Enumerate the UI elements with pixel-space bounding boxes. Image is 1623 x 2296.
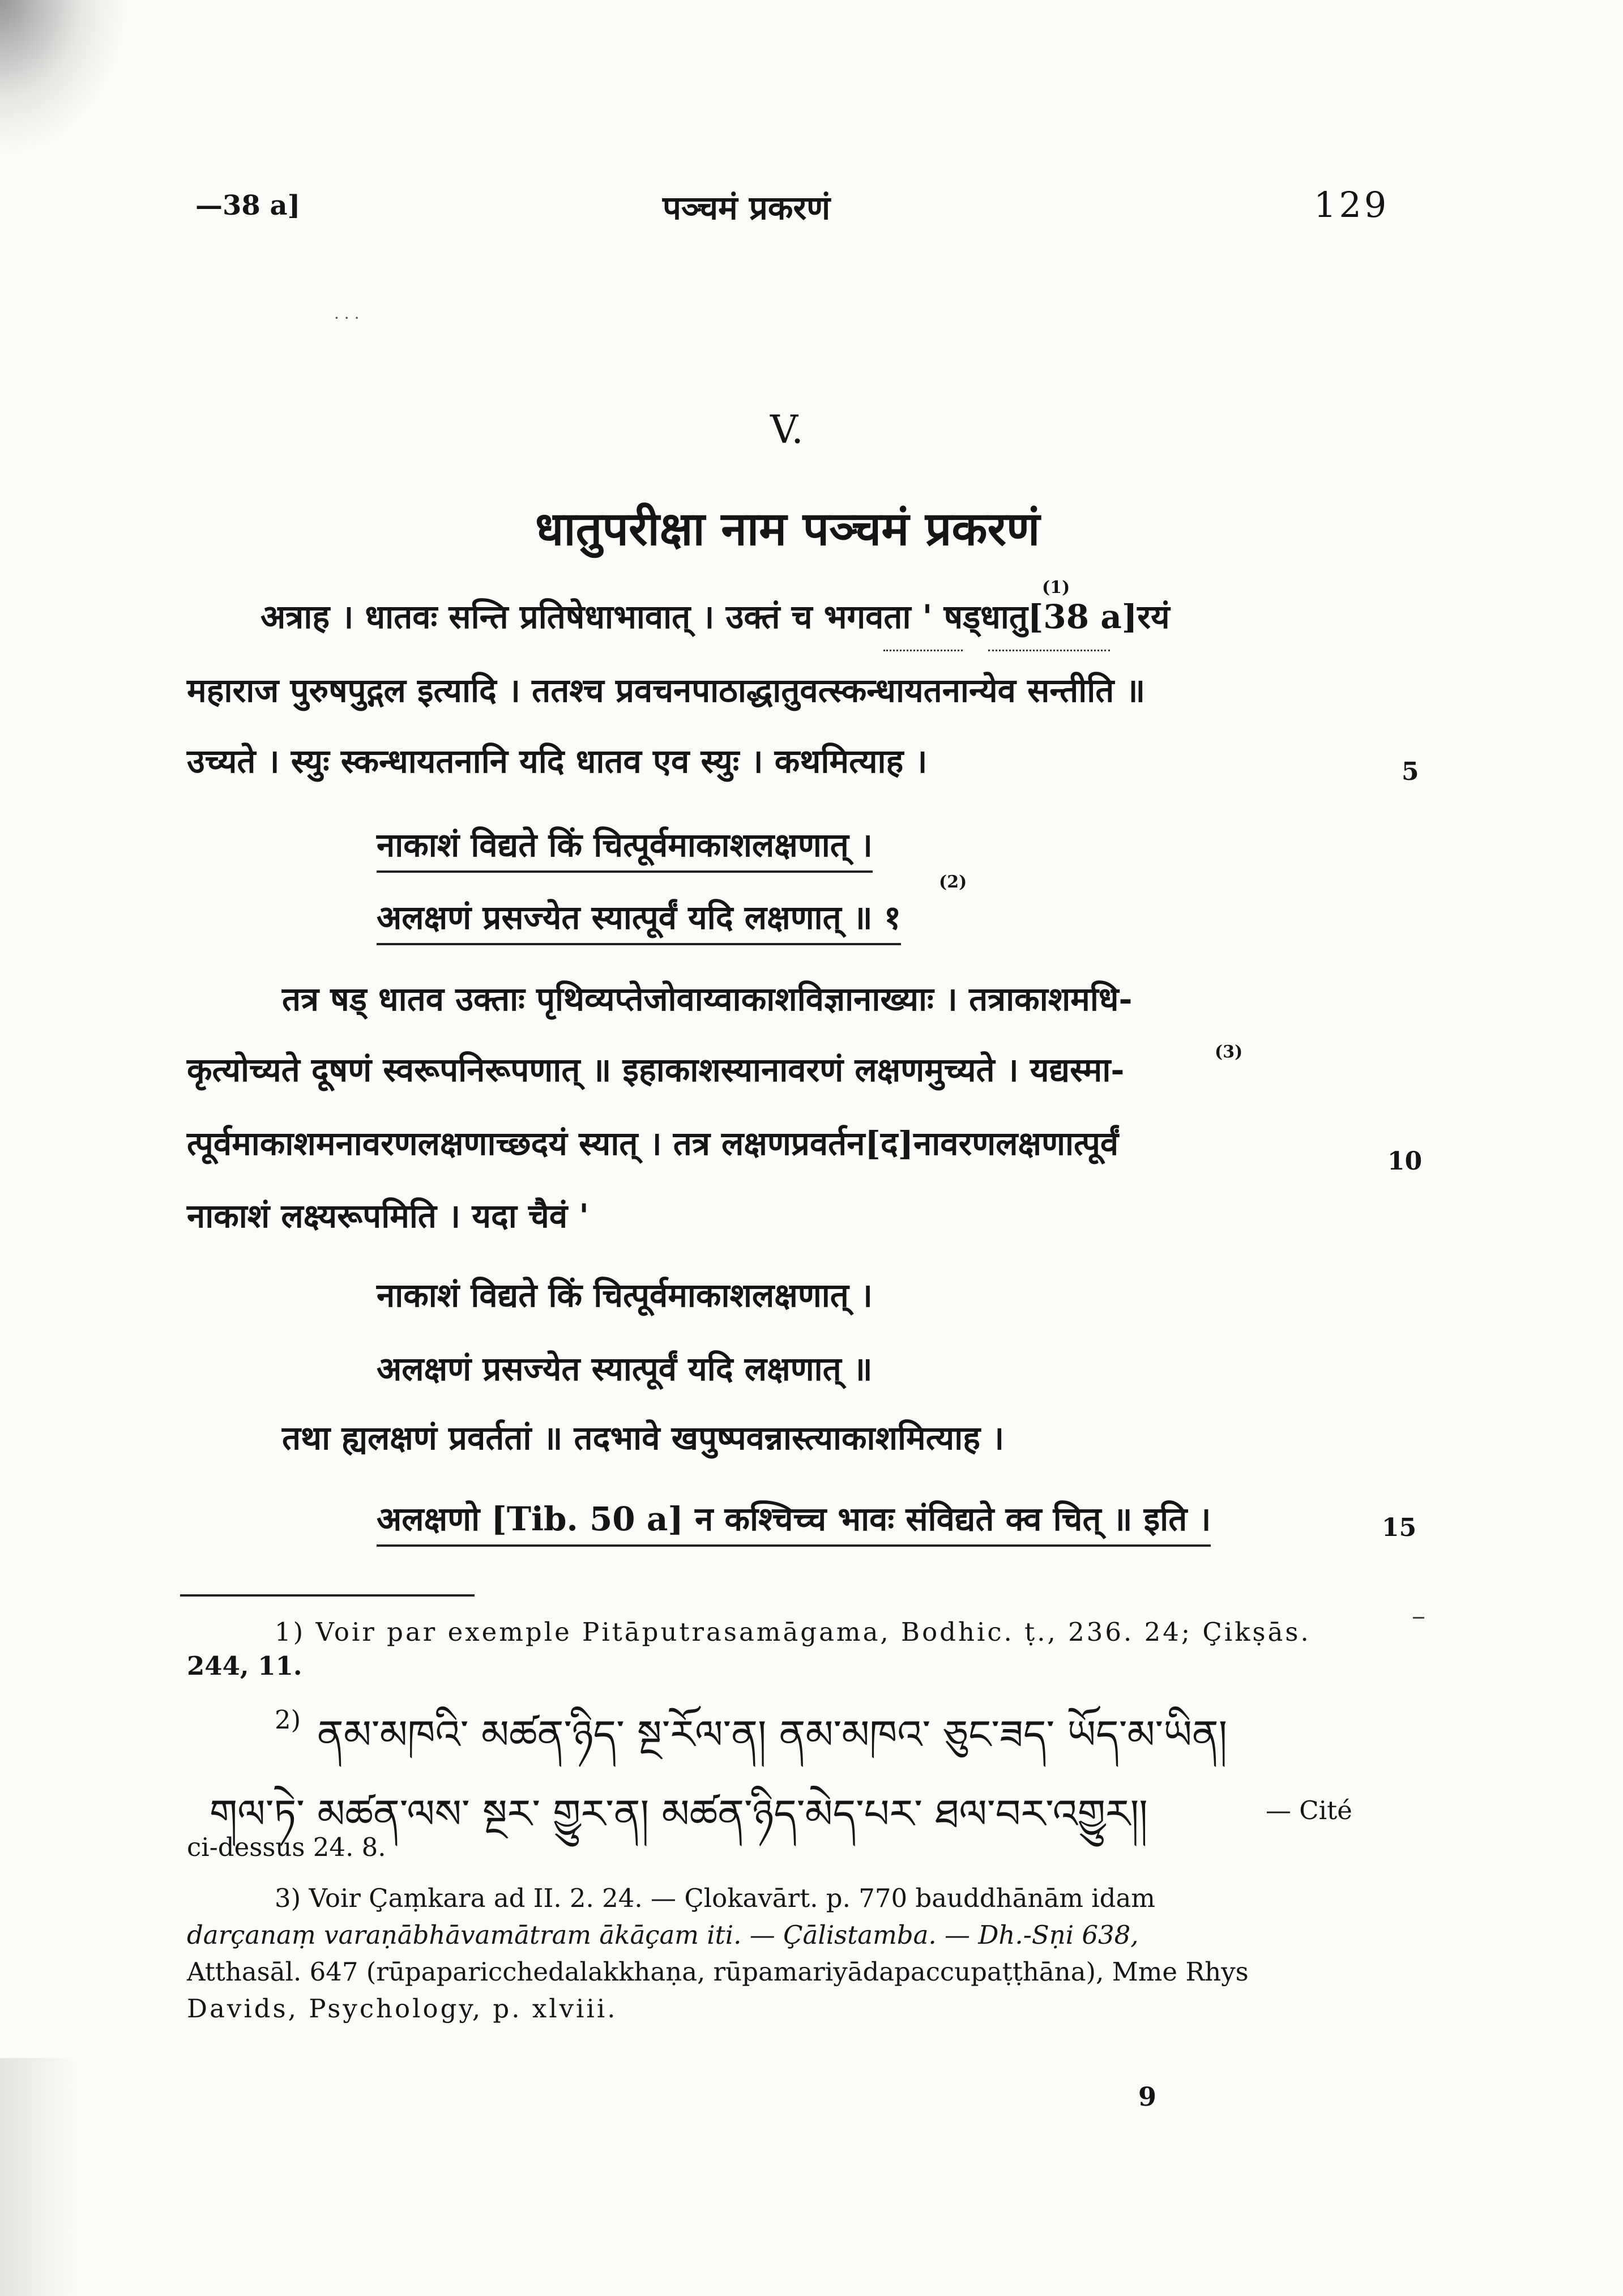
body-line-12: तथा ह्यलक्षणं प्रवर्ततां ॥ तदभावे खपुष्पवन्नास्त्याकाशमित्याह । bbox=[282, 1419, 1005, 1457]
footnote-2-line-3: ci-dessus 24. 8. bbox=[187, 1832, 386, 1862]
footnote-3-line-4: Davids, Psychology, p. xlviii. bbox=[187, 1994, 618, 2024]
note-ref-2: (2) bbox=[939, 872, 967, 892]
footnote-2-tibetan-line-1: ནམ་མཁའི་ མཚན་ཉིད་ སྔ་རོལ་ན། ནམ་མཁའ་ ཅུང་ཟད་ ཡོད་མ་ཡིན། bbox=[317, 1712, 1228, 1758]
footnote-3-line-1: 3) Voir Çaṃkara ad II. 2. 24. — Çlokavārt. p. 770 bauddhānām idam bbox=[275, 1883, 1155, 1913]
running-header-left: —38 a] bbox=[195, 190, 301, 221]
line-number-15: 15 bbox=[1382, 1513, 1417, 1542]
running-header-title: पञ्चमं प्रकरणं bbox=[663, 189, 831, 227]
chapter-title: धातुपरीक्षा नाम पञ्चमं प्रकरणं bbox=[535, 502, 1040, 556]
line-number-10: 10 bbox=[1387, 1147, 1423, 1176]
margin-mark bbox=[1413, 1617, 1424, 1619]
verse-2-line-1: नाकाशं विद्यते किं चित्पूर्वमाकाशलक्षणात् । bbox=[377, 1276, 873, 1315]
footnote-2-tibetan-line-2: གལ་ཏེ་ མཚན་ལས་ སྔར་ གྱུར་ན། མཚན་ཉིད་མེད་པར་ ཐལ་བར་འགྱུར།། bbox=[210, 1791, 1148, 1837]
body-line-2: महाराज पुरुषपुद्गल इत्यादि । ततश्च प्रवचनपाठाद्धातुवत्स्कन्धायतनान्येव सन्तीति ॥ bbox=[187, 671, 1146, 710]
body-line-1: अत्राह । धातवः सन्ति प्रतिषेधाभावात् । उक्तं च भगवता ' षड्धातु[38 a]रयं bbox=[260, 598, 1170, 636]
footnote-3-line-3: Atthasāl. 647 (rūpaparicchedalakkhaṇa, rūpamariyādapaccupaṭṭhāna), Mme Rhys bbox=[187, 1957, 1249, 1987]
chapter-number: V. bbox=[770, 408, 804, 453]
footnote-1-line-1: 1) Voir par exemple Pitāputrasamāgama, Bodhic. ṭ., 236. 24; Çikṣās. bbox=[275, 1617, 1311, 1647]
body-line-6: तत्र षड् धातव उक्ताः पृथिव्यप्तेजोवाय्वाकाशविज्ञानाख्याः । तत्राकाशमधि- bbox=[282, 980, 1133, 1018]
footnote-3-line-2: darçanaṃ varaṇābhāvamātram ākāçam iti. — Çālistamba. — Dh.-Sṇi 638, bbox=[187, 1920, 1139, 1950]
footnote-1-line-2: 244, 11. bbox=[187, 1651, 302, 1681]
body-line-7: कृत्योच्यते दूषणं स्वरूपनिरूपणात् ॥ इहाकाशस्यानावरणं लक्षणमुच्यते । यद्यस्मा- bbox=[187, 1051, 1125, 1089]
body-line-8: त्पूर्वमाकाशमनावरणलक्षणाच्छदयं स्यात् । तत्र लक्षणप्रवर्तन[द]नावरणलक्षणात्पूर्वं bbox=[187, 1124, 1119, 1163]
scan-shadow-top-left bbox=[0, 0, 130, 159]
line-number-5: 5 bbox=[1402, 757, 1419, 786]
verse-1-line-1: नाकाशं विद्यते किं चित्पूर्वमाकाशलक्षणात् । bbox=[377, 821, 873, 873]
scan-speckles: · · · bbox=[334, 309, 360, 327]
note-ref-3: (3) bbox=[1215, 1042, 1243, 1062]
body-line-3: उच्यते । स्युः स्कन्धायतनानि यदि धातव एव स्युः । कथमित्याह । bbox=[187, 742, 928, 780]
verse-3: अलक्षणो [Tib. 50 a] न कश्चिच्च भावः संविद्यते क्व चित् ॥ इति । bbox=[377, 1495, 1211, 1547]
page-number-top: 129 bbox=[1314, 184, 1390, 225]
verse-1-line-2: अलक्षणं प्रसज्येत स्यात्पूर्वं यदि लक्षणात् ॥ १ bbox=[377, 894, 901, 945]
verse-2-line-2: अलक्षणं प्रसज्येत स्यात्पूर्वं यदि लक्षणात् ॥ bbox=[377, 1350, 873, 1388]
footnote-2-cite-label: — Cité bbox=[1266, 1795, 1352, 1825]
body-line-9: नाकाशं लक्ष्यरूपमिति । यदा चैवं ' bbox=[187, 1197, 590, 1235]
footnote-2-number: 2) bbox=[275, 1705, 301, 1735]
footnote-divider bbox=[180, 1594, 475, 1597]
wavy-underline-bhagavata bbox=[988, 643, 1110, 651]
scan-shadow-bottom-left bbox=[0, 2058, 79, 2296]
page-signature-number: 9 bbox=[1138, 2081, 1157, 2112]
wavy-underline-ukta bbox=[883, 643, 963, 651]
note-ref-1: (1) bbox=[1042, 578, 1070, 598]
